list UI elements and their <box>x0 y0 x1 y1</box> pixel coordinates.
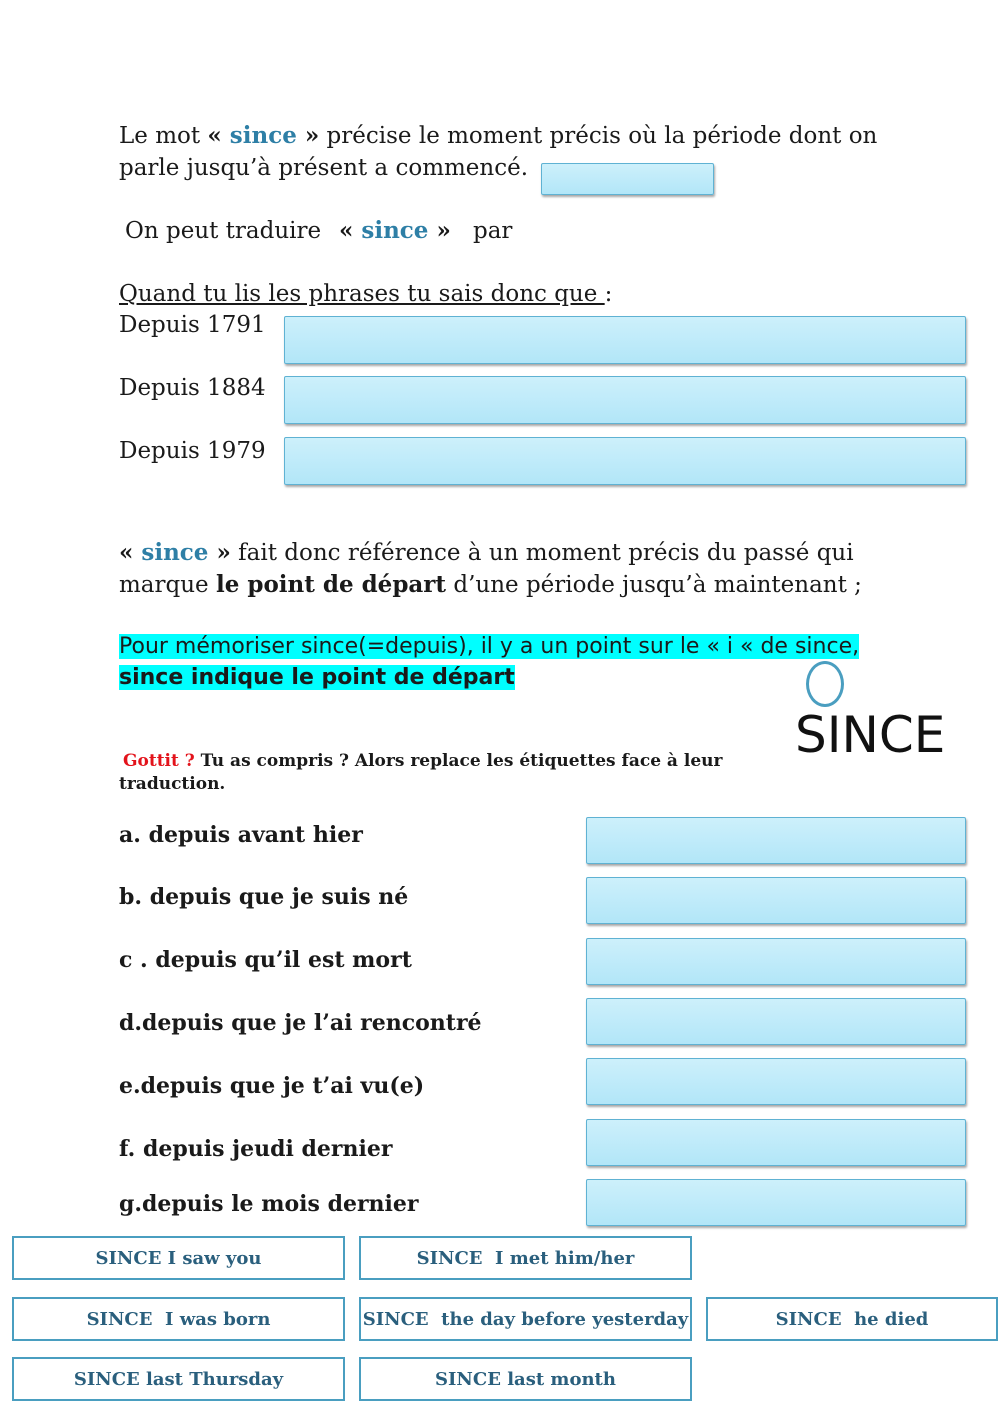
question-f: f. depuis jeudi dernier <box>119 1136 393 1162</box>
gottit-label: Gottit ? <box>123 751 195 771</box>
intro-line-2: parle jusqu’à présent a commencé. <box>119 155 529 181</box>
question-c: c . depuis qu’il est mort <box>119 947 412 973</box>
intro-line-1 <box>119 120 877 152</box>
drop-zone-e[interactable] <box>586 1058 966 1105</box>
drop-zone-d[interactable] <box>586 998 966 1045</box>
reference-text: d’une période jusqu’à maintenant ; <box>446 572 862 598</box>
question-d: d.depuis que je l’ai rencontré <box>119 1010 482 1036</box>
drop-zone-g[interactable] <box>586 1179 966 1226</box>
label-since-he-died[interactable]: SINCE he died <box>706 1297 998 1341</box>
drop-zone-b[interactable] <box>586 877 966 924</box>
quote-open: « <box>339 217 362 244</box>
label-since-last-thursday[interactable]: SINCE last Thursday <box>12 1357 345 1401</box>
reference-line-1 <box>119 537 854 569</box>
phrases-heading-colon: : <box>604 281 613 307</box>
instruction-text: Tu as compris ? Alors replace les étiquettes face à leur <box>194 751 723 771</box>
memo-line-2 <box>119 662 515 694</box>
quote-close: » <box>208 539 231 566</box>
translate-line <box>125 215 321 247</box>
phrase-item: Depuis 1791 <box>119 312 266 338</box>
label-since-i-met-him-her[interactable]: SINCE I met him/her <box>359 1236 692 1280</box>
phrase-item: Depuis 1884 <box>119 375 266 401</box>
quote-close: » <box>428 217 451 244</box>
reference-bold-text: le point de départ <box>215 571 447 598</box>
keyword-since: since <box>361 217 429 244</box>
phrase-item: Depuis 1979 <box>119 438 266 464</box>
drop-zone-c[interactable] <box>586 938 966 985</box>
intro-text: précise le moment précis où la période dont on <box>319 123 878 149</box>
question-b: b. depuis que je suis né <box>119 884 409 910</box>
drop-zone-phrase-3[interactable] <box>284 437 966 485</box>
quote-close: » <box>296 122 320 149</box>
question-g: g.depuis le mois dernier <box>119 1191 419 1217</box>
question-e: e.depuis que je t’ai vu(e) <box>119 1073 425 1099</box>
reference-text: marque <box>119 572 216 598</box>
memo-highlight-bold: since indique le point de départ <box>119 665 515 690</box>
reference-text: fait donc référence à un moment précis du passé qui <box>230 540 854 566</box>
translate-par: par <box>473 218 513 244</box>
quote-open: « <box>119 539 142 566</box>
keyword-since: since <box>141 539 209 566</box>
reference-line-2 <box>119 569 862 601</box>
translate-keyword <box>339 215 451 247</box>
instruction-line-2: traduction. <box>119 774 226 794</box>
question-a: a. depuis avant hier <box>119 822 363 848</box>
label-since-the-day-before-yesterday[interactable]: SINCE the day before yesterday <box>359 1297 692 1341</box>
since-graphic-word: SINCE <box>795 706 946 764</box>
drop-zone-f[interactable] <box>586 1119 966 1166</box>
translate-text: On peut traduire <box>125 218 322 244</box>
drop-zone-phrase-1[interactable] <box>284 316 966 364</box>
quote-open: « <box>207 122 230 149</box>
drop-zone-a[interactable] <box>586 817 966 864</box>
phrases-heading-text: Quand tu lis les phrases tu sais donc que <box>119 281 605 307</box>
memo-highlight: Pour mémoriser since(=depuis), il y a un point sur le « i « de since, <box>119 634 860 659</box>
phrases-heading <box>119 278 612 310</box>
keyword-since: since <box>229 122 297 149</box>
drop-zone-intro[interactable] <box>541 163 714 195</box>
label-since-i-was-born[interactable]: SINCE I was born <box>12 1297 345 1341</box>
label-since-i-saw-you[interactable]: SINCE I saw you <box>12 1236 345 1280</box>
memo-line-1 <box>119 631 859 663</box>
label-since-last-month[interactable]: SINCE last month <box>359 1357 692 1401</box>
intro-text: Le mot <box>119 123 208 149</box>
dot-circle-icon <box>806 661 844 707</box>
instruction-line-1 <box>123 750 722 773</box>
drop-zone-phrase-2[interactable] <box>284 376 966 424</box>
